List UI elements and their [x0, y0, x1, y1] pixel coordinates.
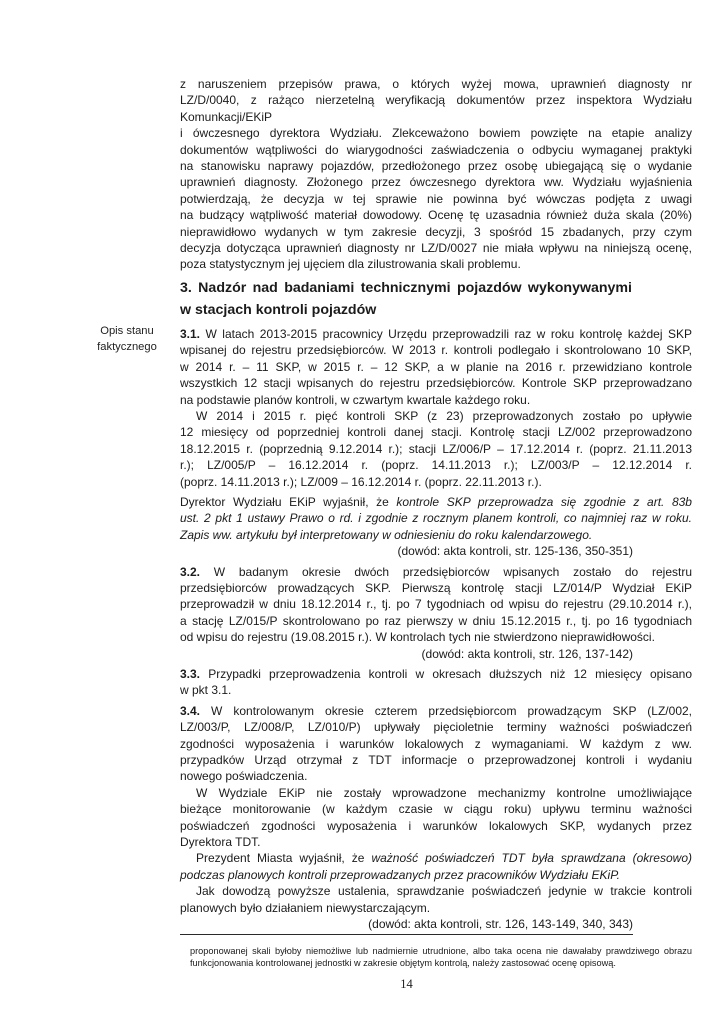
text-line: na podstawie planów kontroli, w czwartym kwartale każdego roku. — [180, 392, 531, 407]
margin-note — [94, 324, 160, 355]
text-line: a stację LZ/015/P skontrolowano po raz pierwszy w dniu 15.12.2015 r., tj. po 16 tygodniach — [180, 613, 692, 628]
text-line: zgodności wyposażenia i warunków lokalowych z wymaganiami. W każdym z ww. — [180, 736, 692, 751]
evidence-reference-3: (dowód: akta kontroli, str. 126, 143-149, 340, 343) — [368, 917, 633, 932]
text-line: decyzja dotycząca uprawnień diagnosty nr LZ/D/0027 nie miała wpływu na niniejszą ocenę, — [180, 241, 692, 256]
text-line: w pkt 3.1. — [180, 683, 232, 698]
margin-note-line: faktycznego — [97, 340, 157, 353]
text-line: proponowanej skali byłoby niemożliwe lub nadmiernie utrudnione, albo taka ocena nie dawałaby prawdziwego obrazu — [190, 946, 692, 956]
paragraph-3-4-cont-3 — [180, 883, 692, 916]
text-line: LZ/D/0040, z rażąco nierzetelną weryfikacją dokumentów przez inspektora Wydziału — [180, 93, 692, 108]
text-line: wpisanej do rejestru przedsiębiorców. W 2013 r. kontroli podlegało i skontrolowano 10 SKP, — [180, 343, 692, 358]
text-line: w stacjach kontroli pojazdów — [180, 301, 377, 318]
text-line: podczas planowych kontroli przeprowadzanych przez pracowników Wydziału EKiP. — [180, 867, 620, 882]
text-line: ust. 2 pkt 1 ustawy Prawo o rd. i zgodnie z rocznym planem kontroli, co najmniej raz w roku. — [180, 511, 692, 526]
text-line: nowego poświadczenia. — [180, 769, 308, 784]
text-line: 3.2. W badanym okresie dwóch przedsiębiorców wpisanych zostało do rejestru — [180, 564, 692, 579]
evidence-reference-2: (dowód: akta kontroli, str. 126, 137-142) — [421, 646, 633, 661]
text-line: potwierdzają, że decyzja w tej sprawie nie powinna być wówczas podjęta z uwagi — [180, 191, 692, 206]
footnote-separator — [180, 934, 633, 935]
text-line: Dyrektor Wydziału EKiP wyjaśnił, że kontrole SKP przeprowadza się zgodnie z art. 83b — [180, 494, 692, 509]
text-line: poświadczeń zgodności wyposażenia i warunków lokalowych SKP, wydanych przez — [180, 818, 692, 833]
margin-note-line: Opis stanu — [100, 325, 154, 337]
text-line: Jak dowodzą powyższe ustalenia, sprawdzanie poświadczeń jedynie w trakcie kontroli — [196, 884, 692, 899]
text-line: i ówczesnego dyrektora Wydziału. Zlekceważono bowiem powzięte na etapie analizy — [180, 126, 692, 141]
text-line: przypadków Urząd otrzymał z TDT informacje o przeprowadzonej kontroli i wydaniu — [180, 753, 692, 768]
text-line: 12 miesięcy od poprzedniej kontroli danej stacji. Kontrolę stacji LZ/002 przeprowadzono — [180, 425, 692, 440]
text-line: Komunkacji/EKiP — [180, 109, 273, 124]
text-line: 3.4. W kontrolowanym okresie czterem przedsiębiorcom prowadzącym SKP (LZ/002, — [180, 703, 692, 718]
text-line: 3.1. W latach 2013-2015 pracownicy Urzędu przeprowadzili raz w roku kontrolę każdej SKP — [180, 326, 692, 341]
paragraph-continuation-1 — [180, 76, 692, 125]
paragraph-3-4-cont-2 — [180, 850, 692, 883]
text-line: 3. Nadzór nad badaniami technicznymi pojazdów wykonywanymi — [180, 279, 632, 296]
paragraph-3-4-cont-1 — [180, 785, 692, 851]
text-line: bieżące monitorowanie (w każdym czasie w ciągu roku) upływu terminu ważności — [180, 802, 692, 817]
text-line: W 2014 i 2015 r. pięć kontroli SKP (z 23) przeprowadzonych zostało po upływie — [196, 408, 692, 423]
text-line: funkcjonowania kontrolowanej jednostki w zakresie objętym kontrolą, należy zastosować ocenę opisową. — [190, 958, 616, 969]
quote-explanation-3-1 — [180, 494, 692, 543]
text-line: dokumentów wątpliwości do wiarygodności zaświadczenia o odbyciu wymaganej praktyki — [180, 142, 692, 157]
paragraph-continuation-2 — [180, 125, 692, 273]
page-number: 14 — [400, 977, 413, 991]
footnote-text — [190, 945, 692, 969]
text-line: poza statystycznym jej ujęciem dla zilustrowania skali problemu. — [180, 257, 521, 272]
text-line: uprawnień diagnosty. Złożonego przez ówczesnego dyrektora ww. Wydziału wyjaśnienia — [180, 175, 692, 190]
evidence-reference-1: (dowód: akta kontroli, str. 125-136, 350-351) — [397, 544, 633, 559]
text-line: wszystkich 12 stacji wpisanych do rejestru przedsiębiorców. Kontrole SKP przeprowadzano — [180, 376, 692, 391]
text-line: przedsiębiorców prowadzących SKP. Pierwszą kontrolę stacji LZ/014/P Wydział EKiP — [180, 580, 692, 595]
section-3-heading — [180, 277, 632, 321]
paragraph-3-1 — [180, 326, 692, 408]
paragraph-3-2 — [180, 564, 692, 646]
text-line: przeprowadził w dniu 18.12.2014 r., tj. po 7 tygodniach od wpisu do rejestru (29.10.2014 r.), — [180, 597, 692, 612]
text-line: r.); LZ/005/P – 16.12.2014 r. (poprz. 14.11.2013 r.); LZ/003/P – 12.12.2014 r. — [180, 458, 692, 473]
paragraph-3-4 — [180, 703, 692, 785]
text-line: LZ/003/P, LZ/008/P, LZ/010/P) upływały pięcioletnie terminy ważności poświadczeń — [180, 720, 692, 735]
text-line: na stanowisku naprawy pojazdów, przedłożonego przez osobę ubiegającą się o wydanie — [180, 159, 692, 174]
text-line: w 2014 r. – 11 SKP, w 2015 r. – 12 SKP, a w planie na 2016 r. przewidziano kontrole — [180, 359, 692, 374]
text-line: nieprawidłowo wydanych w tym zakresie decyzji, 3 spośród 15 zbadanych, przy czym — [180, 224, 692, 239]
text-line: od wpisu do rejestru (19.08.2015 r.). W kontrolach tych nie stwierdzono nieprawidłowości. — [180, 630, 655, 645]
text-line: Prezydent Miasta wyjaśnił, że ważność poświadczeń TDT była sprawdzana (okresowo) — [196, 851, 692, 866]
text-line: W Wydziale EKiP nie zostały wprowadzone mechanizmy kontrolne umożliwiające — [196, 785, 692, 800]
text-line: planowych było działaniem niewystarczającym. — [180, 900, 431, 915]
text-line: z naruszeniem przepisów prawa, o których wyżej mowa, uprawnień diagnosty nr — [180, 77, 692, 91]
text-line: 3.3. Przypadki przeprowadzenia kontroli w okresach dłuższych niż 12 miesięcy opisano — [180, 667, 692, 681]
text-line: na budzący wątpliwość materiał dowodowy. Ocenę tę uzasadnia również duża skala (20%) — [180, 208, 692, 223]
paragraph-3-1-cont — [180, 408, 692, 490]
paragraph-3-3 — [180, 666, 692, 699]
text-line: Zapis ww. artykułu był interpretowany w odniesieniu do roku kalendarzowego. — [180, 527, 593, 542]
text-line: Dyrektora TDT. — [180, 835, 261, 850]
page-content — [180, 76, 692, 933]
text-line: 18.12.2015 r. (poprzednią 9.12.2014 r.); stacji LZ/006/P – 17.12.2014 r. (poprz. 21.11.2013 — [180, 441, 692, 456]
text-line: (poprz. 14.11.2013 r.); LZ/009 – 16.12.2014 r. (poprz. 22.11.2013 r.). — [180, 474, 542, 489]
